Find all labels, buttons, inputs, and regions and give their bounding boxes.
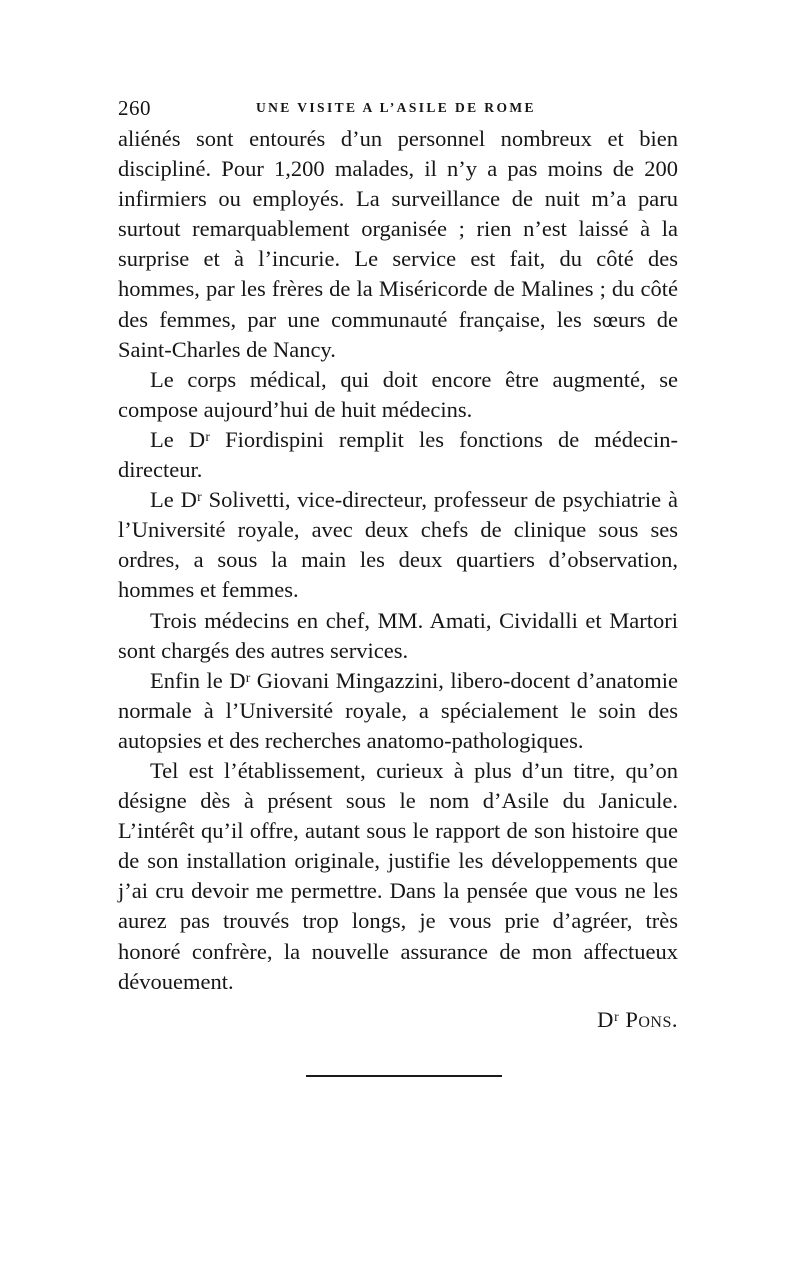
paragraph: Enfin le Dʳ Giovani Mingazzini, libero-docent d’anatomie normale à l’Université royale, a spécialement le soin des autopsies et des recherches anatomo-pathologiques.	[118, 667, 678, 753]
paragraph: Trois médecins en chef, MM. Amati, Cividalli et Martori sont chargés des autres services.	[118, 607, 678, 663]
end-rule	[306, 1075, 502, 1077]
paragraph: Tel est l’établissement, curieux à plus d’un titre, qu’on désigne dès à présent sous le nom d’Asile du Janicule. L’intérêt qu’il offre, autant sous le rapport de son histoire que de son installation originale, justifie les développements que j’ai cru devoir me permettre. Dans la pensée que vous ne les aurez pas trouvés trop longs, je vous prie d’agréer, très honoré confrère, la nouvelle assurance de mon affectueux dévouement.	[118, 757, 678, 994]
paragraph: Le corps médical, qui doit encore être augmenté, se compose aujourd’hui de huit médecins.	[118, 366, 678, 422]
paragraph: Le Dʳ Fiordispini remplit les fonctions de médecin-directeur.	[118, 426, 678, 483]
page-header	[118, 96, 678, 126]
body-text	[118, 124, 678, 997]
paragraph: aliénés sont entourés d’un personnel nombreux et bien discipliné. Pour 1,200 malades, il n’y a pas moins de 200 infirmiers ou employés. La surveillance de nuit m’a paru surtout remarquablement organisée ; rien n’est laissé à la surprise et à l’incurie. Le service est fait, du côté des hommes, par les frères de la Miséricorde de Malines ; du côté des femmes, par une communauté française, les sœurs de Saint-Charles de Nancy.	[118, 126, 678, 362]
paragraph: Le Dʳ Solivetti, vice-directeur, professeur de psychiatrie à l’Université royale, avec deux chefs de clinique sous ses ordres, a sous la main les deux quartiers d’observation, hommes et femmes.	[118, 487, 678, 603]
signature: Dʳ Pons.	[597, 1007, 678, 1032]
signature-block	[118, 1007, 678, 1041]
running-title: UNE VISITE A L’ASILE DE ROME	[256, 100, 536, 115]
page-number: 260	[118, 96, 151, 120]
